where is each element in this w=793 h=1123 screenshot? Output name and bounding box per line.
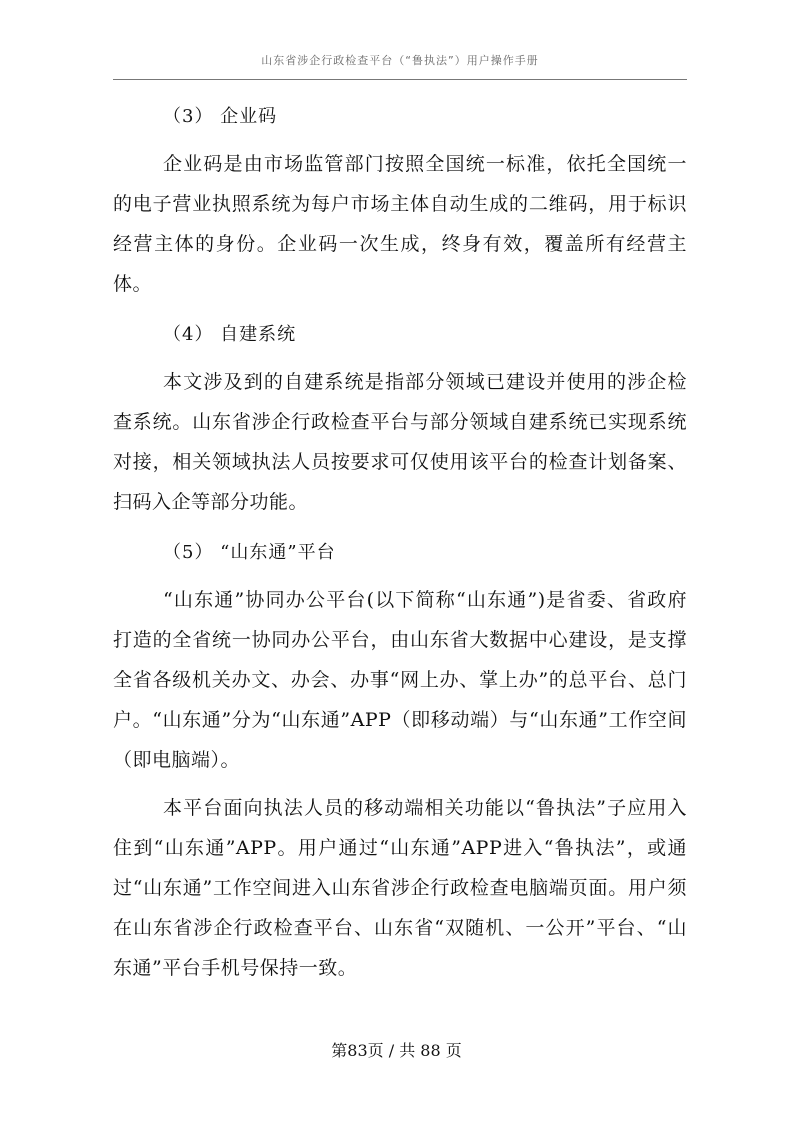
document-body xyxy=(113,98,687,1000)
page-number: 第83页 / 共 88 页 xyxy=(331,1041,462,1060)
header-divider xyxy=(113,79,687,80)
section-self-built-system xyxy=(113,316,687,522)
paragraph: 企业码是由市场监管部门按照全国统一标准，依托全国统一的电子营业执照系统为每户市场主体自动生成的二维码，用于标识经营主体的身份。企业码一次生成，终身有效，覆盖所有经营主体。 xyxy=(113,153,687,295)
paragraph: 本文涉及到的自建系统是指部分领域已建设并使用的涉企检查系统。山东省涉企行政检查平台与部分领域自建系统已实现系统对接，相关领域执法人员按要求可仅使用该平台的检查计划备案、扫码入企等部分功能。 xyxy=(113,371,687,513)
section-heading: （4） 自建系统 xyxy=(163,324,297,345)
section-enterprise-code xyxy=(113,98,687,304)
section-heading: （3） 企业码 xyxy=(163,106,278,127)
section-heading: （5） “山东通”平台 xyxy=(163,542,336,563)
paragraph: 本平台面向执法人员的移动端相关功能以“鲁执法”子应用入住到“山东通”APP。用户通过“山东通”APP进入“鲁执法”，或通过“山东通”工作空间进入山东省涉企行政检查电脑端页面。用户须在山东省涉企行政检查平台、山东省“双随机、一公开”平台、“山东通”平台手机号保持一致。 xyxy=(113,797,687,979)
paragraph: “山东通”协同办公平台(以下简称“山东通”)是省委、省政府打造的全省统一协同办公平台，由山东省大数据中心建设，是支撑全省各级机关办文、办会、办事“网上办、掌上办”的总平台、总门户。“山东通”分为“山东通”APP（即移动端）与“山东通”工作空间（即电脑端）。 xyxy=(113,589,687,771)
section-shandongtong-platform xyxy=(113,534,687,988)
page-header: 山东省涉企行政检查平台（“鲁执法”）用户操作手册 xyxy=(261,54,539,67)
